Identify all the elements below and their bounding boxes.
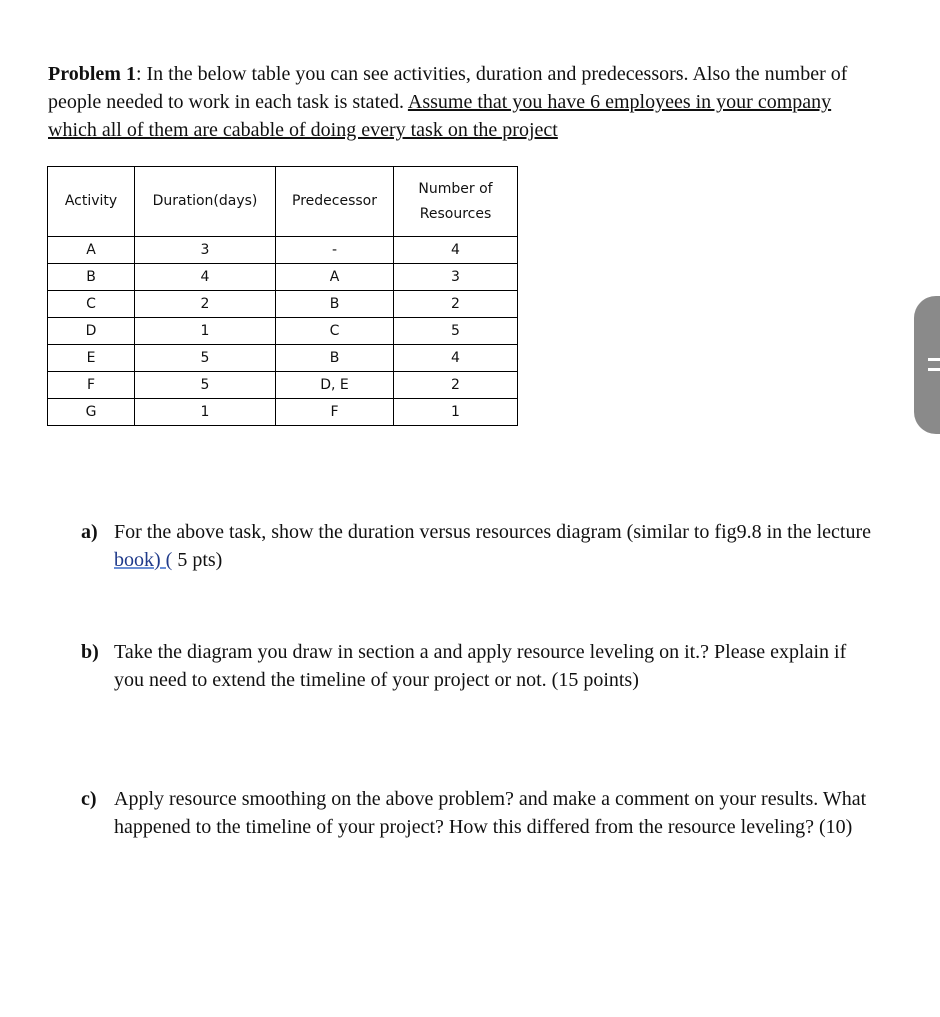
question-a-points: 5 pts) <box>172 549 223 571</box>
cell-duration: 1 <box>135 399 276 426</box>
table-row <box>48 318 518 345</box>
problem-text: : In the below table you can see activities, duration and predecessors. Also the number of people needed to work in each task is stated. <box>48 63 848 113</box>
table-header-row <box>48 167 518 237</box>
cell-duration: 2 <box>135 291 276 318</box>
cell-duration: 5 <box>135 372 276 399</box>
cell-duration: 1 <box>135 318 276 345</box>
table-row <box>48 372 518 399</box>
cell-resources: 2 <box>394 372 518 399</box>
cell-resources: 2 <box>394 291 518 318</box>
question-b-label: b) <box>81 641 99 663</box>
question-b <box>81 638 874 694</box>
header-resources <box>394 167 518 237</box>
cell-activity: A <box>48 237 135 264</box>
cell-activity: F <box>48 372 135 399</box>
cell-predecessor: C <box>276 318 394 345</box>
header-duration: Duration(days) <box>135 167 276 237</box>
question-c <box>81 785 874 841</box>
table-row <box>48 237 518 264</box>
cell-predecessor: D, E <box>276 372 394 399</box>
cell-resources: 4 <box>394 237 518 264</box>
question-c-label: c) <box>81 788 97 810</box>
header-resources-line1: Number of <box>418 180 493 197</box>
cell-resources: 3 <box>394 264 518 291</box>
question-a-book-link[interactable]: book) ( <box>114 549 173 571</box>
cell-activity: B <box>48 264 135 291</box>
cell-predecessor: - <box>276 237 394 264</box>
header-activity: Activity <box>48 167 135 237</box>
problem-assumption: Assume that you have 6 employees in your company which all of them are cabable of doing every task on the project <box>48 91 832 141</box>
question-a <box>81 518 874 574</box>
question-b-text: Take the diagram you draw in section a and apply resource leveling on it.? Please explain if you need to extend the timeline of your project or not. (15 points) <box>114 641 847 691</box>
cell-resources: 4 <box>394 345 518 372</box>
cell-predecessor: B <box>276 291 394 318</box>
cell-duration: 3 <box>135 237 276 264</box>
table-row <box>48 399 518 426</box>
problem-label: Problem 1 <box>48 63 136 85</box>
cell-predecessor: F <box>276 399 394 426</box>
cell-predecessor: B <box>276 345 394 372</box>
question-a-label: a) <box>81 521 98 543</box>
cell-predecessor: A <box>276 264 394 291</box>
header-resources-line2: Resources <box>419 205 492 222</box>
handle-grip-icon <box>928 358 940 361</box>
table-row <box>48 264 518 291</box>
cell-activity: E <box>48 345 135 372</box>
cell-duration: 5 <box>135 345 276 372</box>
header-predecessor: Predecessor <box>276 167 394 237</box>
question-a-text: For the above task, show the duration versus resources diagram (similar to fig9.8 in the lecture <box>114 521 872 543</box>
cell-activity: G <box>48 399 135 426</box>
cell-duration: 4 <box>135 264 276 291</box>
table-row <box>48 291 518 318</box>
problem-statement <box>48 60 878 144</box>
cell-resources: 5 <box>394 318 518 345</box>
activity-table <box>47 166 518 426</box>
cell-activity: C <box>48 291 135 318</box>
side-panel-handle[interactable] <box>914 296 940 434</box>
question-c-text: Apply resource smoothing on the above problem? and make a comment on your results. What happened to the timeline of your project? How this differed from the resource leveling? (10) <box>114 788 867 838</box>
cell-activity: D <box>48 318 135 345</box>
table-row <box>48 345 518 372</box>
cell-resources: 1 <box>394 399 518 426</box>
handle-grip-icon <box>928 368 940 371</box>
